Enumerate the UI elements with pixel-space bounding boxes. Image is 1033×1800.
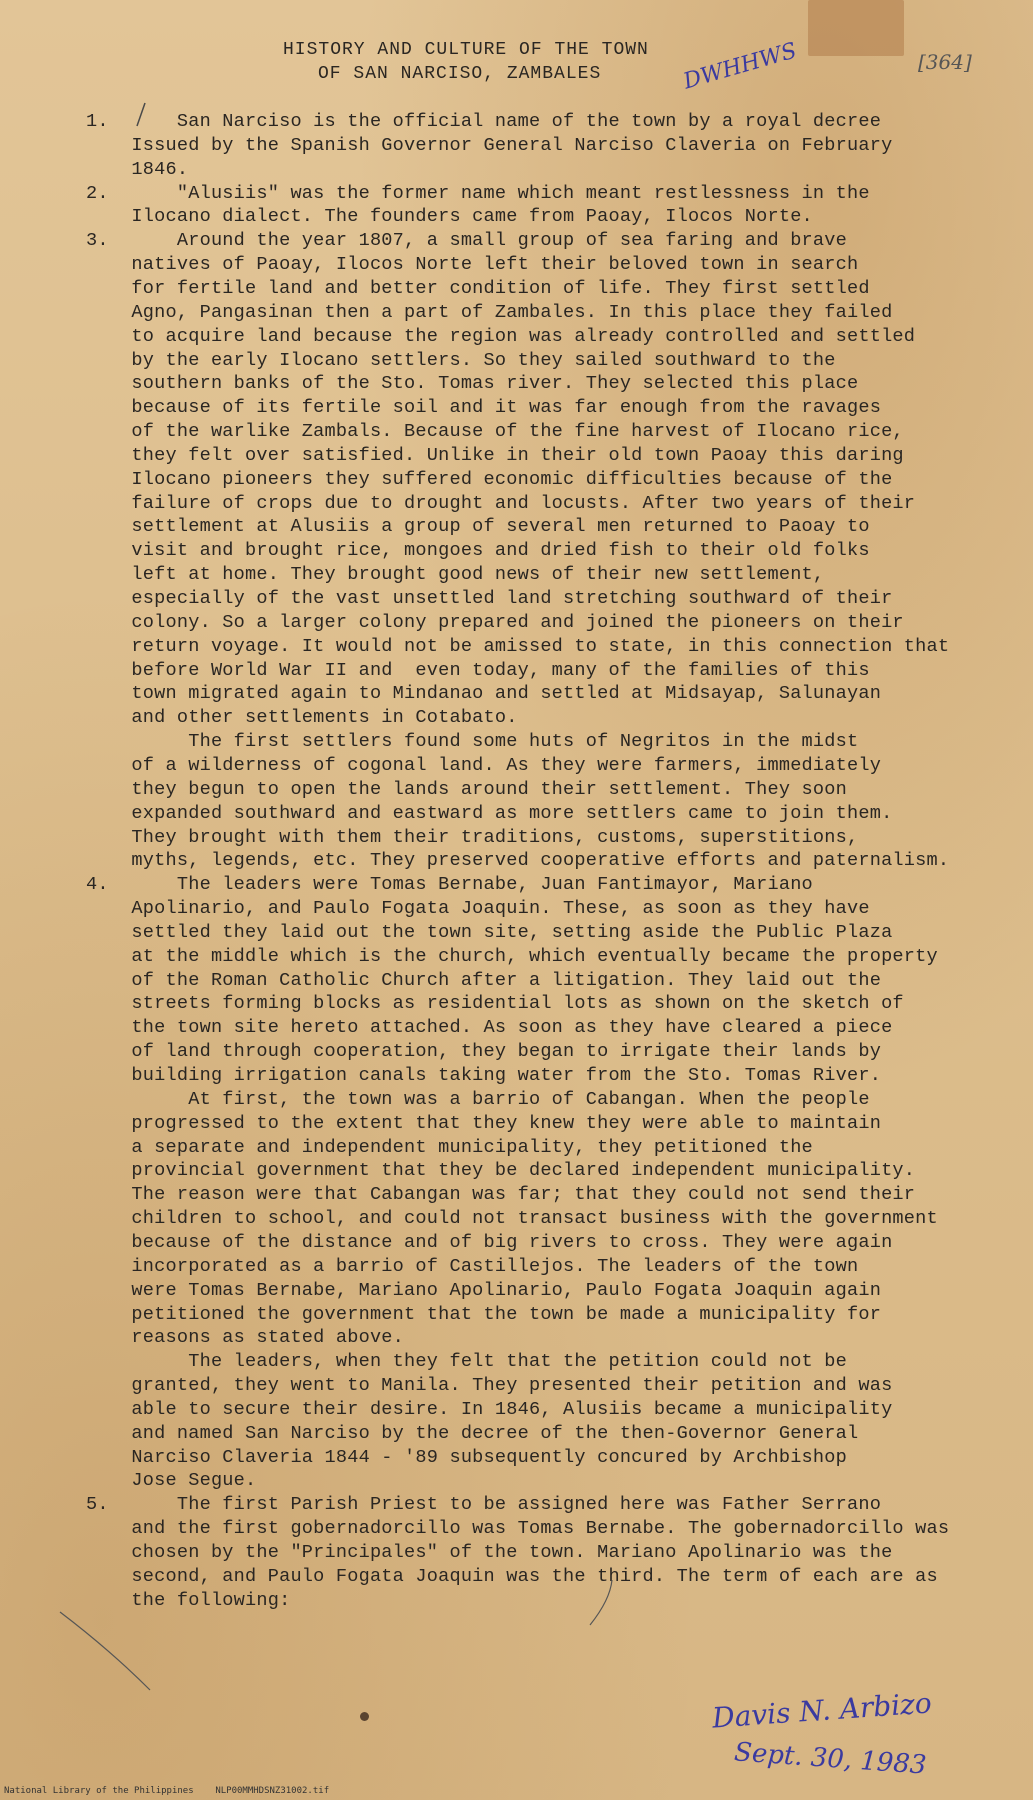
body-line: they begun to open the lands around their settlement. They soon [86, 778, 847, 800]
body-line: a separate and independent municipality, they petitioned the [86, 1136, 813, 1158]
body-line: at the middle which is the church, which eventually became the property [86, 945, 938, 967]
body-line: of land through cooperation, they began to irrigate their lands by [86, 1041, 882, 1063]
body-line: They brought with them their traditions, customs, superstitions, [86, 826, 859, 848]
body-line: especially of the vast unsettled land stretching southward of their [86, 588, 893, 609]
body-line: chosen by the "Principales" of the town. Mariano Apolinario was the [86, 1542, 893, 1563]
body-line: 3. Around the year 1807, a small group of sea faring and brave [86, 230, 847, 252]
body-line: streets forming blocks as residential lots as shown on the sketch of [86, 993, 904, 1015]
body-line: 4. The leaders were Tomas Bernabe, Juan Fantimayor, Mariano [86, 874, 813, 896]
body-line: were Tomas Bernabe, Mariano Apolinario, Paulo Fogata Joaquin again [86, 1279, 882, 1301]
body-line: natives of Paoay, Ilocos Norte left their beloved town in search [86, 254, 859, 276]
body-line: progressed to the extent that they knew they were able to maintain [86, 1112, 882, 1134]
document-title-line2: OF SAN NARCISO, ZAMBALES [318, 64, 602, 84]
body-line: the following: [86, 1589, 291, 1611]
body-line: second, and Paulo Fogata Joaquin was the third. The term of each are as [86, 1565, 938, 1587]
handwritten-code: DWHHWS [680, 38, 800, 95]
body-line: reasons as stated above. [86, 1327, 405, 1349]
body-line: 2. "Alusiis" was the former name which meant restlessness in the [86, 182, 870, 204]
body-line: petitioned the government that the town be made a municipality for [86, 1303, 882, 1325]
body-line: Ilocano pioneers they suffered economic difficulties because of the [86, 468, 893, 490]
body-line: the town site hereto attached. As soon as they have cleared a piece [86, 1017, 893, 1039]
body-line: because of its fertile soil and it was far enough from the ravages [86, 397, 882, 419]
body-line: of the warlike Zambals. Because of the fine harvest of Ilocano rice, [86, 421, 904, 443]
body-line: 1. San Narciso is the official name of the town by a royal decree [86, 111, 882, 132]
ink-dot [360, 1712, 369, 1721]
body-line: before World War II and even today, many of the families of this [86, 659, 870, 681]
body-line: children to school, and could not transact business with the government [86, 1208, 938, 1230]
body-line: myths, legends, etc. They preserved cooperative efforts and paternalism. [86, 850, 950, 872]
body-line: Ilocano dialect. The founders came from Paoay, Ilocos Norte. [86, 206, 813, 228]
body-line: to acquire land because the region was already controlled and settled [86, 325, 916, 347]
body-line: and named San Narciso by the decree of the then-Governor General [86, 1422, 859, 1444]
body-line: able to secure their desire. In 1846, Alusiis became a municipality [86, 1398, 893, 1420]
body-line: At first, the town was a barrio of Cabangan. When the people [86, 1088, 870, 1110]
body-line: southern banks of the Sto. Tomas river. They selected this place [86, 373, 859, 395]
body-line: granted, they went to Manila. They presented their petition and was [86, 1375, 893, 1397]
body-line: of a wilderness of cogonal land. As they were farmers, immediately [86, 754, 882, 776]
body-line: Agno, Pangasinan then a part of Zambales. In this place they failed [86, 301, 893, 323]
body-line: expanded southward and eastward as more settlers came to join them. [86, 802, 893, 824]
footer-credit: National Library of the Philippines NLP00MMHDSNZ31002.tif [4, 1786, 330, 1796]
body-line: settled they laid out the town site, setting aside the Public Plaza [86, 921, 893, 943]
body-line: The reason were that Cabangan was far; that they could not send their [86, 1184, 916, 1206]
body-line: 5. The first Parish Priest to be assigned here was Father Serrano [86, 1494, 882, 1516]
body-line: incorporated as a barrio of Castillejos. The leaders of the town [86, 1255, 859, 1277]
body-line: settlement at Alusiis a group of several men returned to Paoay to [86, 516, 870, 538]
body-line: because of the distance and of big rivers to cross. They were again [86, 1231, 893, 1253]
page-number: [364] [918, 50, 972, 74]
signature-date: Sept. 30, 1983 [733, 1737, 928, 1781]
body-line: for fertile land and better condition of life. They first settled [86, 277, 870, 299]
body-line: by the early Ilocano settlers. So they sailed southward to the [86, 349, 836, 371]
body-line: town migrated again to Mindanao and settled at Midsayap, Salunayan [86, 683, 882, 705]
body-line: The leaders, when they felt that the petition could not be [86, 1351, 847, 1373]
body-line: Apolinario, and Paulo Fogata Joaquin. These, as soon as they have [86, 898, 870, 920]
body-line: failure of crops due to drought and locusts. After two years of their [86, 492, 916, 514]
body-line: building irrigation canals taking water from the Sto. Tomas River. [86, 1065, 882, 1086]
body-line: visit and brought rice, mongoes and dried fish to their old folks [86, 540, 870, 562]
body-line: colony. So a larger colony prepared and joined the pioneers on their [86, 611, 904, 633]
signature-name: Davis N. Arbizo [711, 1686, 933, 1735]
body-line: return voyage. It would not be amissed to state, in this connection that [86, 635, 950, 657]
body-line: The first settlers found some huts of Negritos in the midst [86, 731, 859, 753]
document-title-line1: HISTORY AND CULTURE OF THE TOWN [283, 40, 649, 60]
body-line: they felt over satisfied. Unlike in their old town Paoay this daring [86, 444, 904, 466]
body-line: Narciso Claveria 1844 - '89 subsequently concured by Archbishop [86, 1446, 847, 1468]
body-line: of the Roman Catholic Church after a litigation. They laid out the [86, 969, 882, 991]
body-line: Jose Segue. [86, 1470, 257, 1492]
body-line: and the first gobernadorcillo was Tomas Bernabe. The gobernadorcillo was [86, 1518, 950, 1540]
body-line: Issued by the Spanish Governor General Narciso Claveria on February [86, 134, 893, 156]
body-line: and other settlements in Cotabato. [86, 707, 518, 729]
body-line: provincial government that they be declared independent municipality. [86, 1160, 916, 1182]
body-line: left at home. They brought good news of their new settlement, [86, 564, 825, 586]
body-line: 1846. [86, 158, 189, 180]
